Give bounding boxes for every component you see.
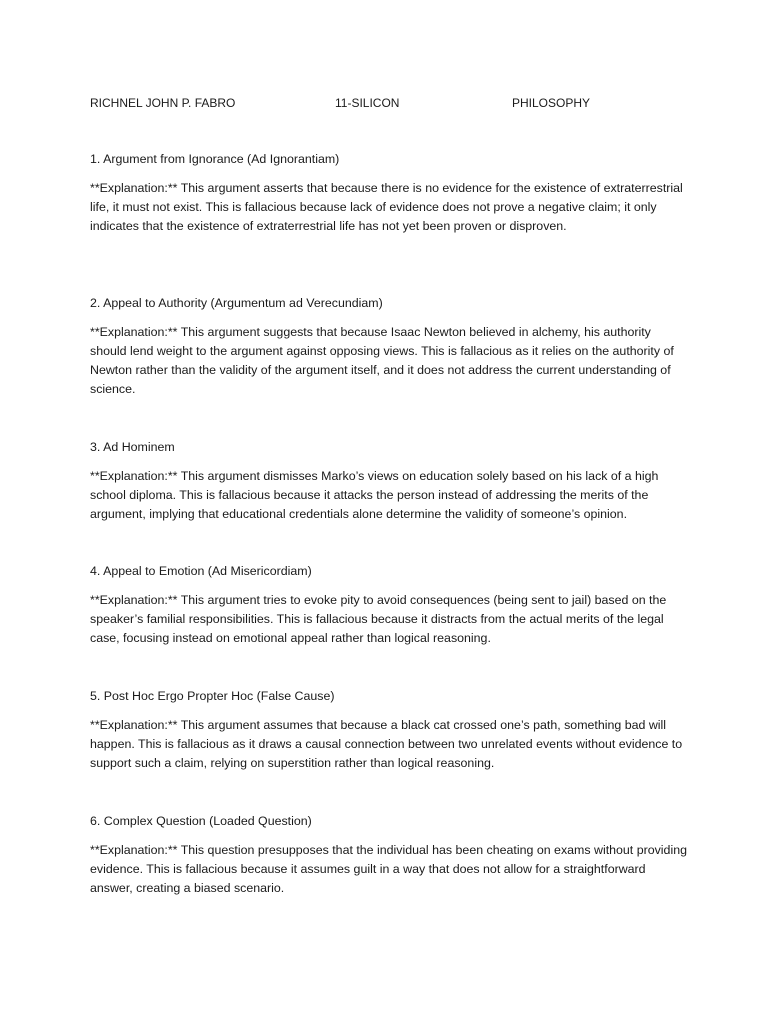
fallacy-item-6 bbox=[90, 812, 690, 898]
student-name: RICHNEL JOHN P. FABRO bbox=[90, 96, 236, 110]
fallacy-explanation: **Explanation:** This argument dismisses Marko’s views on education solely based on his lack of a high school diploma. This is fallacious because it attacks the person instead of addressing the merits of the argument, implying that educational credentials alone determine the validity of someone’s opinion. bbox=[90, 469, 659, 521]
subject-label: PHILOSOPHY bbox=[512, 96, 591, 110]
fallacy-explanation: **Explanation:** This argument suggests that because Isaac Newton believed in alchemy, his authority should lend weight to the argument against opposing views. This is fallacious as it relies on the authority of Newton rather than the validity of the argument itself, and it does not address the current understanding of science. bbox=[90, 325, 674, 396]
fallacy-explanation: **Explanation:** This question presupposes that the individual has been cheating on exams without providing evidence. This is fallacious because it assumes guilt in a way that does not allow for a straightforward answer, creating a biased scenario. bbox=[90, 843, 687, 895]
fallacy-item-1 bbox=[90, 150, 690, 236]
fallacy-title: 4. Appeal to Emotion (Ad Misericordiam) bbox=[90, 564, 312, 578]
section-label: 11-SILICON bbox=[335, 96, 400, 110]
fallacy-item-5 bbox=[90, 687, 690, 773]
fallacy-title: 2. Appeal to Authority (Argumentum ad Verecundiam) bbox=[90, 296, 383, 310]
fallacy-title: 6. Complex Question (Loaded Question) bbox=[90, 814, 312, 828]
document-header bbox=[90, 94, 690, 112]
fallacy-explanation: **Explanation:** This argument assumes that because a black cat crossed one’s path, something bad will happen. This is fallacious as it draws a causal connection between two unrelated events without evidence to support such a claim, relying on superstition rather than logical reasoning. bbox=[90, 718, 683, 770]
fallacy-item-3 bbox=[90, 438, 690, 524]
fallacy-item-2 bbox=[90, 294, 690, 399]
fallacy-title: 3. Ad Hominem bbox=[90, 440, 175, 454]
fallacy-title: 5. Post Hoc Ergo Propter Hoc (False Cause) bbox=[90, 689, 335, 703]
fallacy-explanation: **Explanation:** This argument asserts that because there is no evidence for the existence of extraterrestrial life, it must not exist. This is fallacious because lack of evidence does not prove a negative claim; it only indicates that the existence of extraterrestrial life has not yet been proven or disproven. bbox=[90, 181, 683, 233]
fallacy-item-4 bbox=[90, 562, 690, 648]
fallacy-title: 1. Argument from Ignorance (Ad Ignorantiam) bbox=[90, 152, 340, 166]
fallacy-explanation: **Explanation:** This argument tries to evoke pity to avoid consequences (being sent to jail) based on the speaker’s familial responsibilities. This is fallacious because it distracts from the actual merits of the legal case, focusing instead on emotional appeal rather than logical reasoning. bbox=[90, 593, 667, 645]
